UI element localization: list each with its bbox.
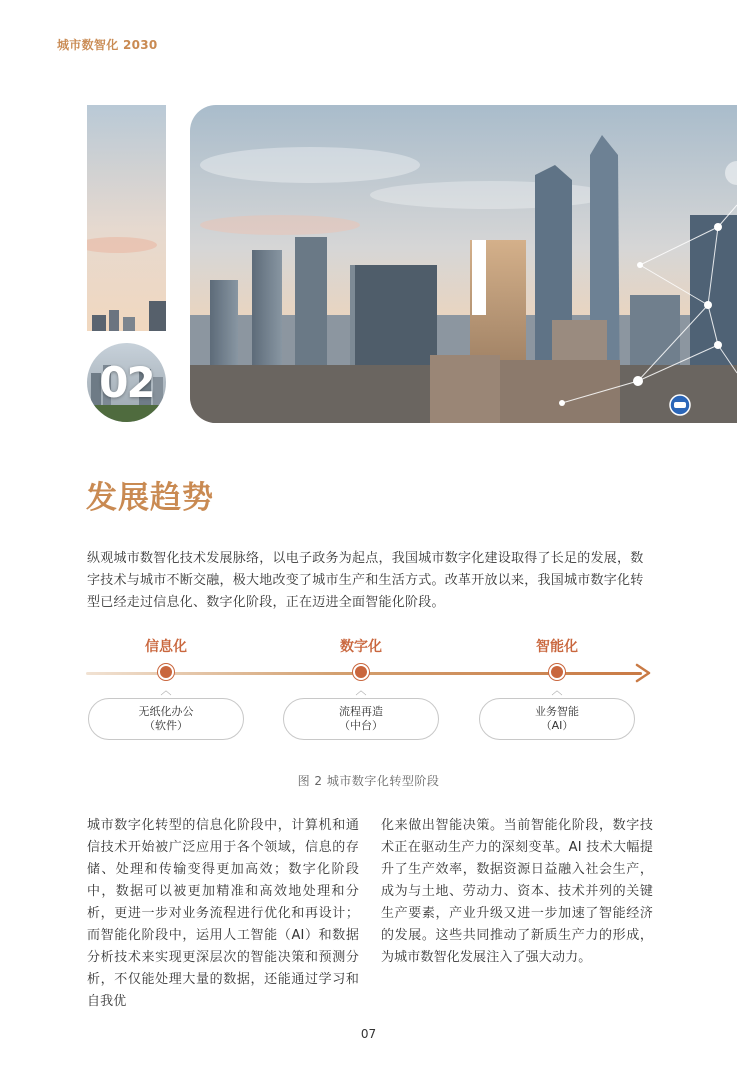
stage-box-line1: 无纸化办公 — [138, 705, 194, 718]
timeline-arrow-icon — [634, 663, 652, 683]
stage-box — [479, 698, 635, 740]
stage-box-line1: 业务智能 — [535, 705, 579, 718]
stage-label: 信息化 — [145, 639, 187, 655]
transformation-timeline — [86, 630, 656, 750]
intro-paragraph: 纵观城市数智化技术发展脉络，以电子政务为起点，我国城市数字化建设取得了长足的发展，数字技术与城市不断交融，极大地改变了城市生产和生活方式。改革开放以来，我国城市数字化转型已经走过信息化、数字化阶段，正在迈进全面智能化阶段。 — [87, 551, 644, 610]
stage-dot — [353, 664, 369, 680]
figure-caption: 图 2 城市数字化转型阶段 — [297, 774, 440, 788]
stage-box — [88, 698, 244, 740]
body-column-left: 城市数字化转型的信息化阶段中，计算机和通信技术开始被广泛应用于各个领域，信息的存储、处理和传输变得更加高效；数字化阶段中，数据可以被更加精准和高效地处理和分析，更进一步对业务流程进行优化和再设计；而智能化阶段中，运用人工智能（AI）和数据分析技术来实现更深层次的智能决策和预测分析，不仅能处理大量的数据，还能通过学习和自我优 — [87, 818, 359, 1009]
timeline-stage-informatization — [88, 630, 244, 740]
stage-box — [283, 698, 439, 740]
chevron-up-icon: ︿ — [160, 684, 172, 697]
hero-image-strip — [87, 105, 166, 331]
page-number: 07 — [360, 1027, 377, 1041]
timeline-stage-digitalization — [283, 630, 439, 740]
stage-box-line2: （中台） — [339, 719, 383, 732]
section-number-badge — [87, 343, 166, 422]
body-column-right: 化来做出智能决策。当前智能化阶段，数字技术正在驱动生产力的深刻变革。AI 技术大幅提升了生产效率，数据资源日益融入社会生产，成为与土地、劳动力、资本、技术并列的关键生产要素，产业升级又进一步加速了智能经济的发展。这些共同推动了新质生产力的形成，为城市数智化发展注入了强大动力。 — [381, 818, 653, 965]
stage-label: 数字化 — [340, 639, 382, 655]
stage-box-line1: 流程再造 — [339, 705, 383, 718]
hero-city-image — [190, 105, 737, 423]
section-title: 发展趋势 — [86, 480, 214, 516]
chevron-up-icon: ︿ — [355, 684, 367, 697]
running-header: 城市数智化 2030 — [57, 38, 158, 52]
stage-box-line2: （AI） — [540, 719, 574, 732]
stage-box-line2: （软件） — [144, 719, 188, 732]
timeline-stage-intelligence — [479, 630, 635, 740]
stage-dot — [158, 664, 174, 680]
section-number: 02 — [99, 358, 154, 407]
chevron-up-icon: ︿ — [551, 684, 563, 697]
stage-dot — [549, 664, 565, 680]
stage-label: 智能化 — [536, 639, 578, 655]
